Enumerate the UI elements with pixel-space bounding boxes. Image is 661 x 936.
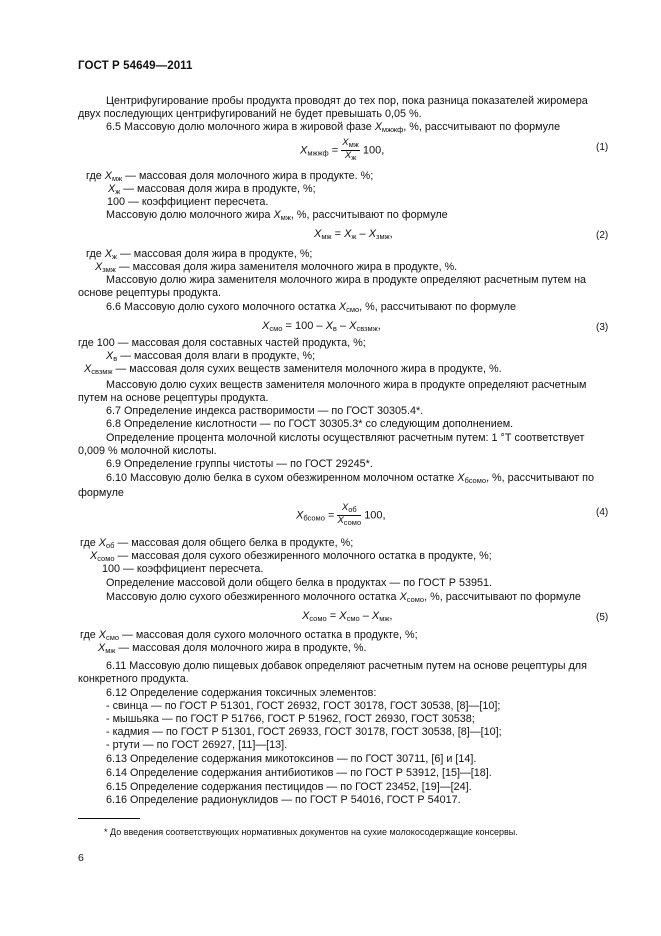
formula-3: $X_{смо} = 100 - X_в - X_{свзмж}$,	[262, 320, 381, 333]
paragraph-milk-fat: Массовую долю молочного жира $X_{мж}$, %, рассчитывают по формуле	[106, 209, 448, 222]
formula-1-number: (1)	[596, 142, 609, 153]
formula-4: $X_{бсомо}$ = $\frac{X_{об}}{X_{сомо}}$ 100,	[296, 502, 386, 527]
formula-2-number: (2)	[596, 230, 609, 241]
footnote-divider	[78, 818, 140, 819]
paragraph-centrifuge: Центрифугирование пробы продукта проводят до тех пор, пока разница показателей жиромера двух последующих центрифугирований не будет превышать 0,05 %.	[78, 95, 588, 120]
paragraph-6-13: 6.13 Определение содержания микотоксинов — по ГОСТ 30711, [6] и [14].	[106, 753, 477, 765]
legend-formula-1: где $X_{мж}$ — массовая доля молочного жира в продукте. %; $X_ж$ — массовая доля жира в продукте, %; 100 — коэффициент пересчета.	[86, 170, 374, 208]
paragraph-6-11: 6.11 Массовую долю пищевых добавок определяют расчетным путем на основе рецептуры для конкретного продукта.	[78, 660, 587, 685]
paragraph-6-9: 6.9 Определение группы чистоты — по ГОСТ 29245*.	[106, 458, 373, 470]
paragraph-6-12: 6.12 Определение содержания токсичных элементов:	[106, 687, 377, 699]
formula-3-number: (3)	[596, 322, 609, 333]
paragraph-dry-substance: Массовую долю сухих веществ заменителя молочного жира в продукте определяют расчетным путем на основе рецептуры продукта.	[78, 379, 587, 404]
list-item: - кадмия — по ГОСТ Р 51301, ГОСТ 26933, ГОСТ 30178, ГОСТ 30538, [8]—[10];	[106, 726, 502, 738]
legend-formula-3: где 100 — массовая доля составных частей продукта, %; $X_в$ — массовая доля влаги в продукте, %; $X_{свзмж}$ — массовая доля сухих веществ заменителя молочного жира в продукте, %.	[78, 337, 502, 376]
toxic-elements-list	[106, 700, 632, 752]
page-number: 6	[78, 852, 84, 864]
formula-5-number: (5)	[596, 612, 609, 623]
formula-2: $X_{мж} = X_ж - X_{змж}$,	[314, 228, 393, 241]
paragraph-total-protein: Определение массовой доли общего белка в продуктах — по ГОСТ Р 53951.	[106, 577, 492, 589]
paragraph-6-14: 6.14 Определение содержания антибиотиков — по ГОСТ Р 53912, [15]—[18].	[106, 767, 492, 779]
list-item: - ртути — по ГОСТ 26927, [11]—[13].	[106, 739, 288, 751]
paragraph-fat-substitute: Массовую долю жира заменителя молочного жира в продукте определяют расчетным путем на основе рецептуры продукта.	[78, 274, 587, 299]
paragraph-6-10: 6.10 Массовую долю белка в сухом обезжиренном молочном остатке $X_{бсомо}$, %, рассчитывают по формуле	[78, 472, 594, 499]
legend-formula-4: где $X_{об}$ — массовая доля общего белка в продукте, %; $X_{сомо}$ — массовая доля сухого обезжиренного молочного остатка в продукте, %; 100 — коэффициент пересчета.	[80, 537, 492, 575]
paragraph-6-6: 6.6 Массовую долю сухого молочного остатка $X_{смо}$, %, рассчитывают по формуле	[106, 301, 516, 314]
paragraph-6-16: 6.16 Определение радионуклидов — по ГОСТ Р 54016, ГОСТ Р 54017.	[106, 794, 461, 806]
paragraph-6-8: 6.8 Определение кислотности — по ГОСТ 30305.3* со следующим дополнением.	[106, 418, 514, 430]
paragraph-6-15: 6.15 Определение содержания пестицидов — по ГОСТ 23452, [19]—[24].	[106, 781, 472, 793]
list-item: - свинца — по ГОСТ Р 51301, ГОСТ 26932, ГОСТ 30178, ГОСТ 30538, [8]—[10];	[106, 700, 501, 712]
paragraph-6-5: 6.5 Массовую долю молочного жира в жировой фазе $X_{мжжф}$, %, рассчитывают по формуле	[106, 121, 561, 134]
formula-4-number: (4)	[596, 507, 609, 518]
formula-1: $X_{мжжф}$ = $\frac{X_{мж}}{X_ж}$ 100,	[300, 137, 385, 162]
footnote: * До введения соответствующих нормативных документов на сухие молокосодержащие консервы.	[104, 827, 518, 837]
paragraph-somo: Массовую долю сухого обезжиренного молочного остатка $X_{сомо}$, %, рассчитывают по формуле	[106, 591, 581, 604]
paragraph-lactic-acid: Определение процента молочной кислоты осуществляют расчетным путем: 1 °Т соответствует 0,009 % молочной кислоты.	[78, 432, 585, 457]
legend-formula-5: где $X_{смо}$ — массовая доля сухого молочного остатка в продукте, %; $X_{мж}$ — массовая доля молочного жира в продукте, %.	[80, 629, 418, 655]
document-header: ГОСТ Р 54649—2011	[78, 60, 193, 72]
legend-formula-2: где $X_ж$ — массовая доля жира в продукте, %; $X_{змж}$ — массовая доля жира заменителя молочного жира в продукте, %.	[86, 248, 458, 274]
formula-5: $X_{сомо} = X_{смо} - X_{мж}$,	[302, 610, 393, 623]
list-item: - мышьяка — по ГОСТ Р 51766, ГОСТ Р 51962, ГОСТ 26930, ГОСТ 30538;	[106, 713, 475, 725]
paragraph-6-7: 6.7 Определение индекса растворимости — по ГОСТ 30305.4*.	[106, 405, 424, 417]
